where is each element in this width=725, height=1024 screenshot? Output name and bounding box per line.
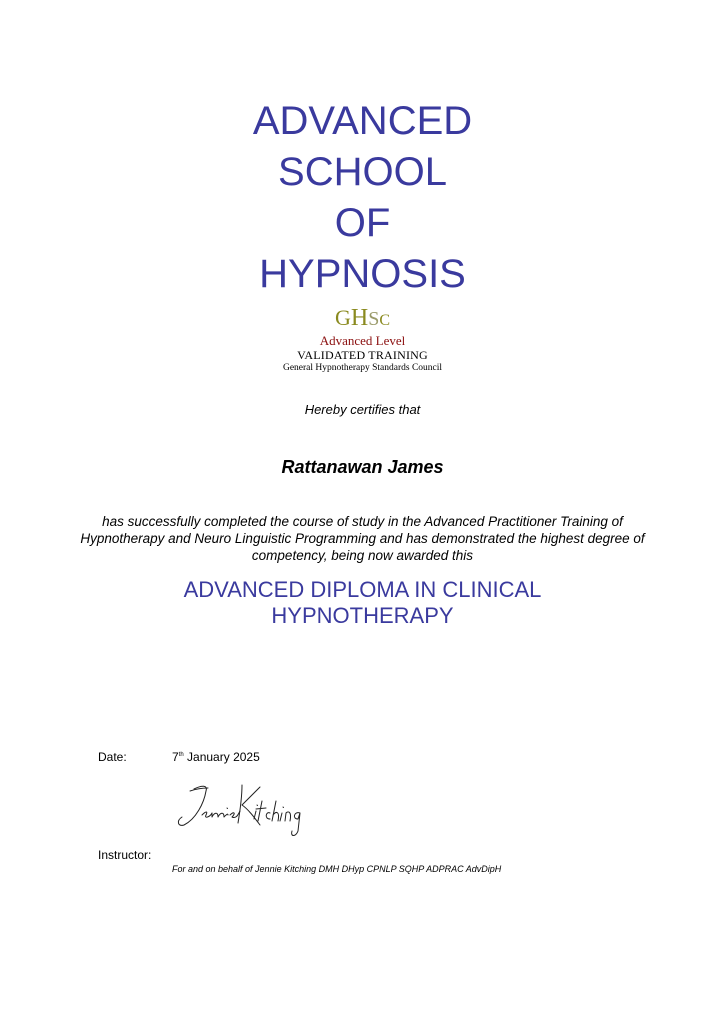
diploma-title-line: ADVANCED DIPLOMA IN CLINICAL [183, 577, 542, 602]
date-suffix: th [178, 752, 184, 758]
ghsc-logo-mark [0, 305, 725, 334]
date-value [172, 750, 260, 764]
diploma-title-line: HYPNOTHERAPY [271, 603, 454, 628]
diploma-title [0, 577, 725, 629]
date-day: 7 [172, 750, 179, 764]
logo-letter-h: H [350, 305, 369, 331]
date-label: Date: [98, 750, 127, 764]
ghsc-logo [0, 305, 725, 374]
behalf-statement: For and on behalf of Jennie Kitching DMH DHyp CPNLP SQHP ADPRAC AdvDipH [172, 864, 502, 874]
logo-letter-s: S [368, 308, 380, 330]
logo-letter-c: C [379, 312, 391, 329]
school-title-line: HYPNOSIS [259, 252, 466, 296]
school-title-line: SCHOOL [278, 150, 447, 194]
signature-image [172, 775, 307, 845]
logo-letter-g: G [334, 305, 351, 330]
logo-level: Advanced Level [319, 333, 406, 348]
logo-validated: VALIDATED TRAINING [297, 348, 428, 362]
completion-statement: has successfully completed the course of study in the Advanced Practitioner Training of Hypnotherapy and Neuro Linguistic Programming and has demonstrated the highest degree of competency, being now awarded this [80, 514, 645, 563]
certifies-text: Hereby certifies that [304, 402, 421, 417]
logo-council: General Hypnotherapy Standards Council [282, 363, 443, 373]
instructor-label: Instructor: [98, 848, 152, 862]
school-title-line: OF [334, 201, 391, 245]
recipient-name: Rattanawan James [281, 457, 444, 477]
school-title-line: ADVANCED [252, 99, 473, 143]
date-rest: January 2025 [183, 750, 260, 764]
school-title [0, 96, 725, 300]
